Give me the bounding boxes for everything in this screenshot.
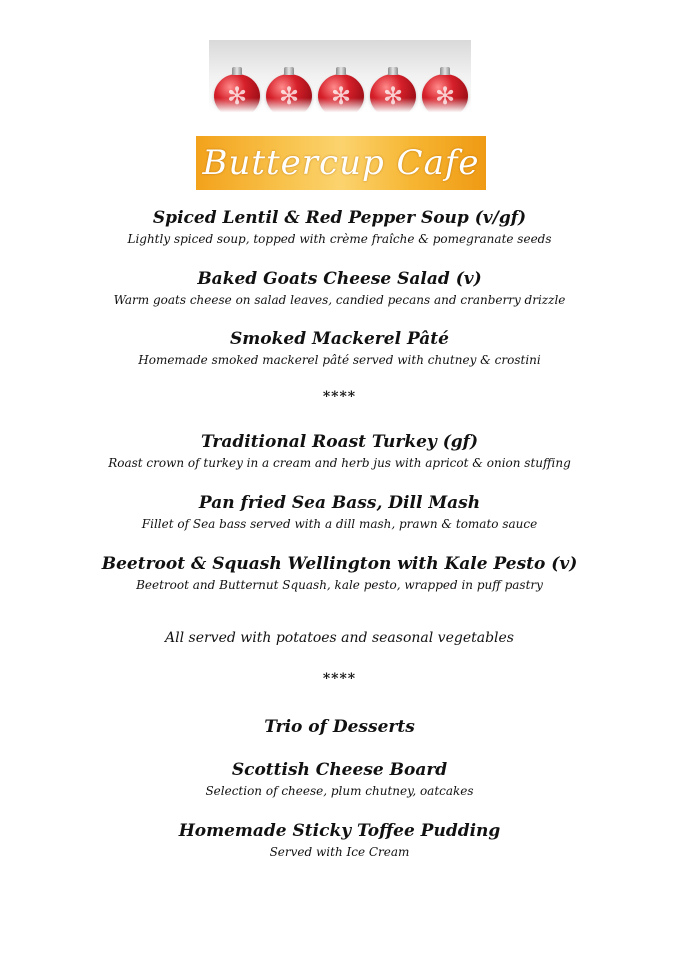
dish-description: Fillet of Sea bass served with a dill mash, prawn & tomato sauce	[141, 517, 538, 531]
dish-name: Scottish Cheese Board	[231, 760, 448, 780]
dish-description: Homemade smoked mackerel pâté served with chutney & crostini	[138, 353, 541, 367]
dish-description: Served with Ice Cream	[269, 845, 410, 859]
dish-name: Smoked Mackerel Pâté	[230, 329, 449, 349]
course-separator: ****	[322, 671, 357, 687]
dish-description: Beetroot and Butternut Squash, kale pesto, wrapped in puff pastry	[136, 578, 543, 592]
dish-name: Trio of Desserts	[264, 717, 415, 737]
course-separator: ****	[322, 389, 357, 405]
mains-accompaniment-note: All served with potatoes and seasonal vegetables	[165, 630, 514, 646]
menu-item-main-3	[0, 553, 679, 594]
dish-name: Baked Goats Cheese Salad (v)	[197, 269, 482, 289]
cafe-logo-banner	[196, 136, 486, 190]
menu-item-starter-3	[0, 328, 679, 369]
menu-item-main-2	[0, 492, 679, 533]
dish-name: Homemade Sticky Toffee Pudding	[178, 821, 501, 841]
menu-item-main-1	[0, 431, 679, 472]
menu-item-dessert-1	[0, 716, 679, 738]
menu-item-starter-2	[0, 268, 679, 309]
dish-name: Traditional Roast Turkey (gf)	[200, 432, 479, 452]
dish-description: Lightly spiced soup, topped with crème fraîche & pomegranate seeds	[127, 232, 552, 246]
dish-description: Roast crown of turkey in a cream and herb jus with apricot & onion stuffing	[108, 456, 571, 470]
dish-description: Selection of cheese, plum chutney, oatcakes	[205, 784, 474, 798]
dish-name: Pan fried Sea Bass, Dill Mash	[198, 493, 481, 513]
dish-name: Spiced Lentil & Red Pepper Soup (v/gf)	[152, 208, 527, 228]
menu-item-dessert-2	[0, 759, 679, 800]
dish-description: Warm goats cheese on salad leaves, candied pecans and cranberry drizzle	[113, 293, 566, 307]
menu-item-starter-1	[0, 207, 679, 248]
dish-name: Beetroot & Squash Wellington with Kale Pesto (v)	[101, 554, 578, 574]
cafe-logo-text: Buttercup Cafe	[202, 143, 480, 183]
christmas-baubles-banner-image	[209, 40, 471, 122]
menu-item-dessert-3	[0, 820, 679, 861]
snow-decoration	[209, 98, 471, 122]
